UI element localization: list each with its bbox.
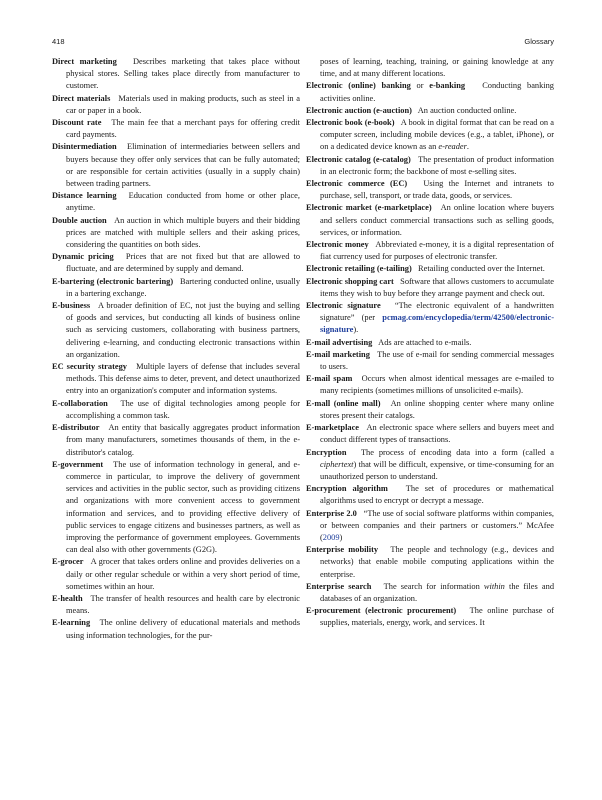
glossary-term: Electronic signature — [306, 301, 381, 311]
glossary-term: Direct marketing — [52, 57, 117, 66]
glossary-entry — [306, 373, 554, 397]
definition-end: ). — [353, 325, 359, 335]
glossary-definition: The use of e-mail for sending commercial messages to users. — [320, 349, 554, 372]
glossary-term: E-business — [52, 301, 91, 311]
glossary-definition: The use of digital technologies among people for accomplishing a common task. — [66, 398, 300, 420]
italic-term: e-reader — [438, 142, 467, 152]
glossary-term: Electronic market (e-marketplace) — [306, 203, 432, 213]
glossary-definition: Conducting banking activities online. — [320, 81, 554, 103]
encyclopedia-link[interactable]: pcmag.com/encyclopedia/term/42500/electronic-signature — [320, 313, 554, 335]
glossary-term: EC security strategy — [52, 362, 127, 372]
glossary-definition: The search for information — [383, 581, 480, 591]
continued-definition — [306, 56, 554, 80]
glossary-entry — [306, 202, 554, 239]
glossary-term: E-marketplace — [306, 423, 360, 433]
italic-term: ciphertext — [320, 459, 354, 469]
glossary-term: E-mail spam — [306, 374, 353, 384]
glossary-entry — [306, 300, 554, 337]
glossary-entry — [52, 141, 300, 190]
glossary-entry — [306, 337, 554, 349]
glossary-definition: Bartering conducted online, usually in a bartering exchange. — [66, 276, 301, 298]
glossary-term: Enterprise 2.0 — [306, 508, 357, 518]
glossary-entry — [306, 422, 554, 446]
glossary-entry — [52, 300, 300, 361]
glossary-entry — [306, 117, 554, 154]
running-header — [52, 37, 554, 47]
glossary-definition: Elimination of intermediaries between sellers and buyers because they offer only services that can be fully automated; or are responsible for certain activities (usually in a supply chain) between trading partners. — [66, 142, 300, 189]
glossary-left-column — [52, 56, 300, 642]
glossary-entry — [52, 459, 300, 557]
glossary-entry — [52, 215, 300, 252]
glossary-term: E-procurement (electronic procurement) — [306, 606, 457, 616]
italic-term: within — [483, 581, 505, 591]
glossary-entry — [52, 276, 300, 300]
glossary-definition: The use of information technology in general, and e-commerce in particular, to improve the delivery of government services and activities in the public sector, such as providing citizens and organizations with more convenient access to government information and services, and to providing effective delivery of public services to engage citizens and businesses partners, as well as improving the performance of government employees. Governments can deal also with other governments (G2G). — [66, 459, 300, 555]
glossary-definition: An entity that basically aggregates product information from many manufacturers, sometimes thousands of them, in the e-distributor's catalog. — [66, 423, 300, 457]
glossary-term: Discount rate — [52, 118, 102, 128]
glossary-entry — [52, 93, 300, 117]
glossary-entry — [306, 178, 554, 202]
glossary-term: E-distributor — [52, 423, 100, 433]
glossary-definition: The main fee that a merchant pays for offering credit card payments. — [66, 118, 300, 140]
glossary-definition: The online purchase of supplies, materials, energy, work, and services. It — [320, 606, 554, 628]
glossary-entry — [52, 556, 300, 593]
glossary-entry — [52, 593, 300, 617]
glossary-term: Electronic commerce (EC) — [306, 179, 408, 189]
glossary-term: E-collaboration — [52, 398, 108, 408]
glossary-definition: An auction in which multiple buyers and their bidding prices are matched with multiple sellers and their asking prices, considering the quantities on both sides. — [66, 215, 300, 250]
glossary-definition: An online location where buyers and sellers conduct commercial transactions such as selling goods, services, or information. — [320, 203, 555, 237]
glossary-term: Double auction — [52, 215, 107, 225]
glossary-entry — [52, 617, 300, 641]
glossary-definition: A book in digital format that can be read on a computer screen, including mobile devices (e.g., a tablet, iPhone), or on a dedicated device known as an — [320, 118, 554, 152]
definition-end: . — [466, 142, 469, 152]
definition-end: ) that will be difficult, expensive, or time-consuming for an unauthorized person to understand. — [320, 459, 554, 481]
glossary-definition: Education conducted from home or other place, anytime. — [66, 191, 300, 213]
glossary-term: Direct materials — [52, 93, 111, 103]
glossary-definition: The set of procedures or mathematical algorithms used to encrypt or decrypt a message. — [320, 484, 554, 506]
glossary-term: E-mail marketing — [306, 349, 370, 359]
glossary-term: E-health — [52, 593, 83, 603]
glossary-term: Enterprise search — [306, 581, 372, 591]
glossary-definition: poses of learning, teaching, training, or gaining knowledge at any time, and at many different locations. — [320, 57, 554, 79]
glossary-definition: Prices that are not fixed but that are allowed to fluctuate, and are determined by supply and demand. — [66, 252, 301, 274]
glossary-term: E-grocer — [52, 557, 84, 567]
glossary-definition: A broader definition of EC, not just the buying and selling of goods and services, but conducting all kinds of business online such as servicing customers, collaborating with business partners, delivering e-learning, and conducting electronic transactions within an organization. — [66, 301, 300, 359]
glossary-term: E-mall (online mall) — [306, 398, 381, 408]
glossary-entry — [306, 581, 554, 605]
glossary-definition: The process of encoding data into a form (called a — [360, 447, 554, 457]
glossary-definition: A grocer that takes orders online and provides deliveries on a daily or other regular schedule or within a very short period of time, sometimes within an hour. — [66, 557, 300, 591]
glossary-term: Enterprise mobility — [306, 545, 379, 555]
glossary-definition: An electronic space where sellers and buyers meet and conduct different types of transactions. — [320, 423, 554, 445]
page-number: 418 — [52, 37, 65, 46]
glossary-entry — [52, 361, 300, 398]
glossary-term: E-mail advertising — [306, 337, 373, 347]
glossary-entry — [306, 605, 554, 629]
glossary-definition: Using the Internet and intranets to purchase, sell, transport, or trade data, goods, or services. — [320, 179, 554, 201]
glossary-entry — [52, 398, 300, 422]
glossary-term: E-government — [52, 459, 104, 469]
glossary-definition: Occurs when almost identical messages are e-mailed to many recipients (sometimes millions of unsolicited e-mails). — [320, 374, 554, 396]
glossary-term: Dynamic pricing — [52, 252, 114, 262]
glossary-entry — [306, 276, 554, 300]
term-joiner: or — [416, 81, 424, 91]
definition-end: ) — [339, 532, 343, 542]
glossary-entry — [52, 190, 300, 214]
glossary-entry — [306, 154, 554, 178]
glossary-definition: Abbreviated e-money, it is a digital representation of fiat currency used for purposes of electronic transfer. — [320, 240, 555, 262]
glossary-entry — [306, 80, 554, 104]
citation-link[interactable]: 2009 — [322, 532, 340, 542]
glossary-entry — [306, 483, 554, 507]
glossary-entry — [306, 239, 554, 263]
glossary-entry — [52, 56, 300, 93]
glossary-right-column — [306, 56, 554, 630]
glossary-definition: “The electronic equivalent of a handwritten signature” (per — [320, 301, 554, 323]
glossary-term-alt: e-banking — [429, 81, 466, 91]
glossary-term: Encryption — [306, 447, 347, 457]
glossary-entry — [306, 508, 554, 545]
glossary-definition: Multiple layers of defense that includes several methods. This defense aims to deter, prevent, and detect unauthorized entry into an organization's computer and information systems. — [66, 362, 301, 396]
section-title: Glossary — [524, 37, 554, 46]
glossary-term: Distance learning — [52, 191, 117, 201]
glossary-definition: Retailing conducted over the Internet. — [418, 264, 545, 274]
glossary-entry — [306, 544, 554, 581]
glossary-definition: The people and technology (e.g., devices and networks) that enable mobile computing applications within the enterprise. — [320, 545, 554, 579]
glossary-term: Electronic money — [306, 240, 369, 250]
glossary-definition: “The use of social software platforms within companies, or between companies and their partners or customers.” McAfee ( — [320, 508, 555, 542]
glossary-entry — [306, 263, 554, 275]
glossary-entry — [306, 447, 554, 484]
definition-end: the files and databases of an organization. — [320, 581, 555, 603]
glossary-definition: The online delivery of educational materials and methods using information technologies, for the pur- — [66, 618, 300, 640]
glossary-definition: An online shopping center where many online stores present their catalogs. — [320, 398, 554, 420]
glossary-entry — [306, 349, 554, 373]
glossary-definition: Software that allows customers to accumulate items they wish to buy before they arrange payment and check out. — [320, 276, 554, 298]
glossary-term: Electronic auction (e-auction) — [306, 105, 412, 115]
glossary-entry — [306, 398, 554, 422]
glossary-term: Electronic catalog (e-catalog) — [306, 154, 411, 164]
glossary-entry — [52, 422, 300, 459]
glossary-term: Encryption algorithm — [306, 484, 388, 494]
glossary-term: Electronic book (e-book) — [306, 118, 395, 128]
glossary-term: E-bartering (electronic bartering) — [52, 276, 174, 286]
glossary-definition: Ads are attached to e-mails. — [378, 337, 472, 347]
glossary-term: Electronic (online) banking — [306, 81, 411, 91]
glossary-definition: The transfer of health resources and health care by electronic means. — [66, 593, 300, 616]
glossary-entry — [52, 251, 300, 275]
glossary-term: Electronic shopping cart — [306, 276, 394, 286]
glossary-definition: Materials used in making products, such as steel in a car or paper in a book. — [66, 93, 301, 115]
glossary-term: E-learning — [52, 618, 91, 628]
glossary-definition: An auction conducted online. — [417, 105, 517, 115]
glossary-term: Disintermediation — [52, 142, 117, 152]
glossary-entry — [52, 117, 300, 141]
glossary-definition: The presentation of product information in an electronic form; the backbone of most e-selling sites. — [320, 154, 554, 176]
glossary-term: Electronic retailing (e-tailing) — [306, 264, 412, 274]
glossary-definition: Describes marketing that takes place without physical stores. Selling takes place directly from manufacturer to customer. — [66, 57, 301, 91]
glossary-entry — [306, 105, 554, 117]
